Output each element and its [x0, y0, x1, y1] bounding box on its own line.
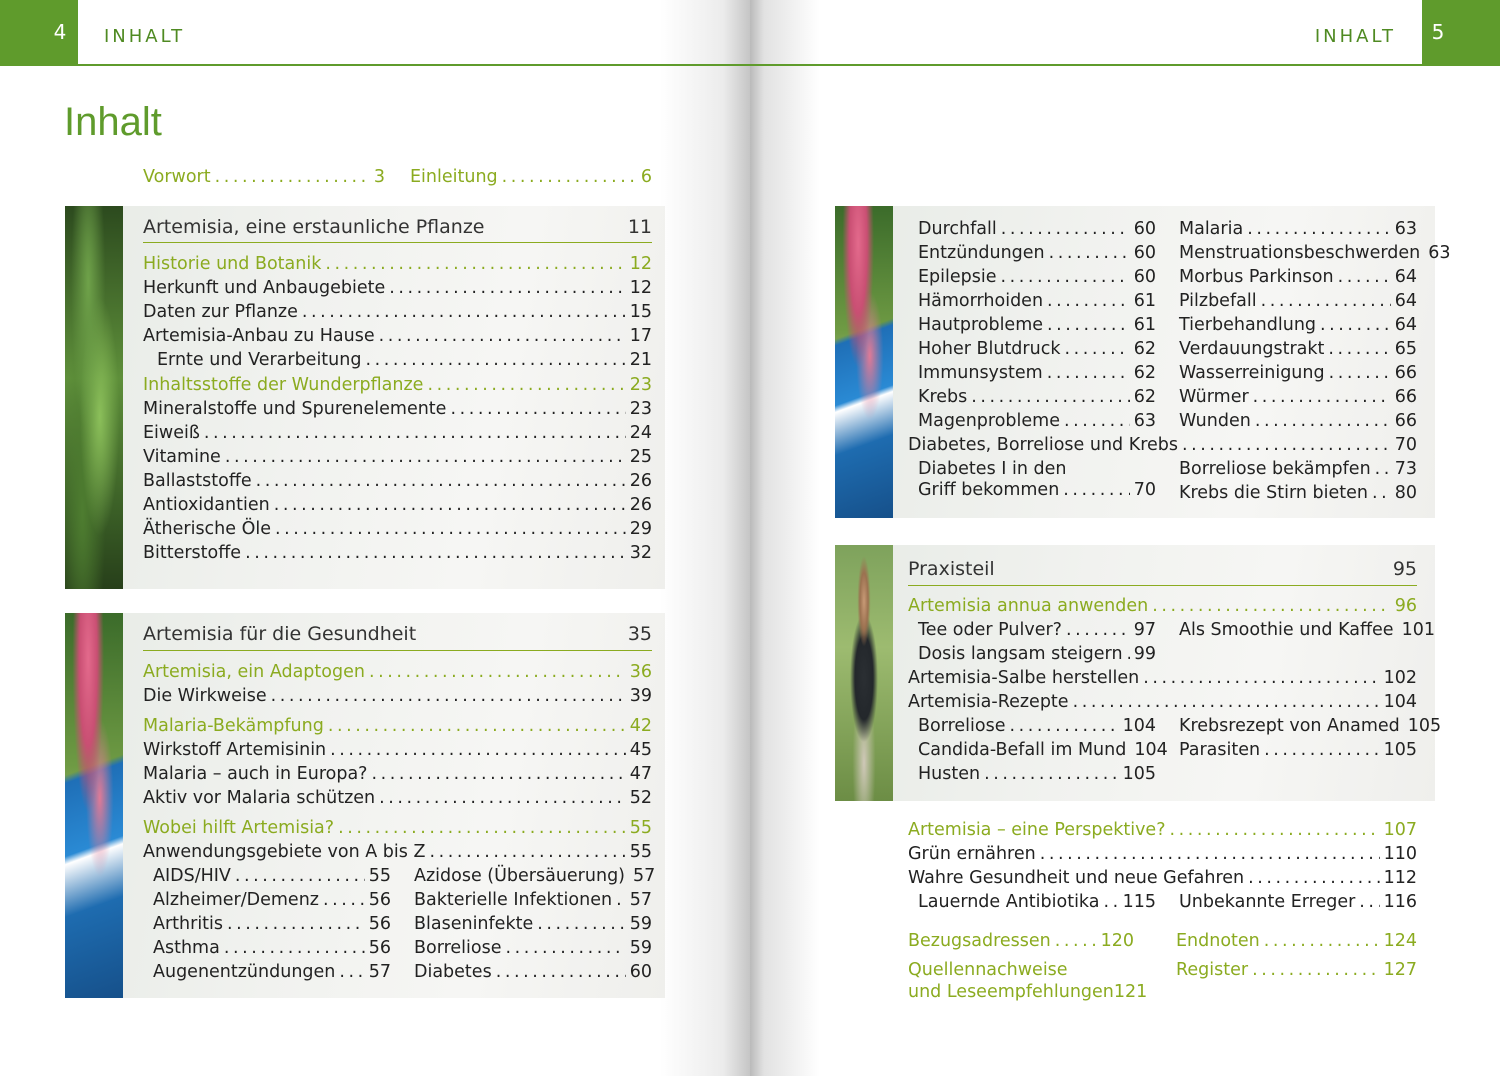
- leader-dots: [323, 888, 365, 912]
- leader-dots: [1252, 958, 1380, 982]
- toc-entry[interactable]: Hoher Blutdruck . . . 62: [918, 337, 1156, 361]
- toc-entry[interactable]: Historie und Botanik . . . 12: [143, 252, 652, 276]
- toc-entry[interactable]: Augenentzündungen . . . 57: [153, 960, 391, 984]
- leader-dots: [1047, 289, 1130, 313]
- leader-dots: [1040, 842, 1380, 866]
- leader-dots: [225, 445, 626, 469]
- rose-photo: [65, 613, 123, 998]
- toc-entry[interactable]: Lauernde Antibiotika . . . 115: [918, 890, 1156, 914]
- leader-dots: [1063, 478, 1129, 502]
- leader-dots: [1182, 433, 1391, 457]
- toc-entry[interactable]: Ernte und Verarbeitung . . . 21: [157, 348, 652, 372]
- toc-entry[interactable]: Wahre Gesundheit und neue Gefahren . . . 112: [908, 866, 1417, 890]
- leader-dots: [379, 324, 626, 348]
- leader-dots: [1372, 481, 1391, 505]
- toc-entry[interactable]: Artemisia – eine Perspektive? . . . 107: [908, 818, 1417, 842]
- toc-entry[interactable]: Herkunft und Anbaugebiete . . . 12: [143, 276, 652, 300]
- toc-entry[interactable]: Einleitung . . . 6: [410, 165, 652, 189]
- toc-entry[interactable]: Menstruationsbeschwerden 63: [1179, 243, 1451, 263]
- toc-entry[interactable]: Ballaststoffe . . . 26: [143, 469, 652, 493]
- section-heading[interactable]: Artemisia für die Gesundheit 35: [143, 623, 652, 645]
- toc-entry[interactable]: Hämorrhoiden . . . 61: [918, 289, 1156, 313]
- leader-dots: [275, 517, 626, 541]
- leader-dots: [330, 738, 626, 762]
- toc-entry[interactable]: Ätherische Öle . . . 29: [143, 517, 652, 541]
- toc-entry[interactable]: Arthritis . . . 56: [153, 912, 391, 936]
- leader-dots: [1375, 457, 1391, 481]
- leader-dots: [984, 762, 1119, 786]
- leader-dots: [1255, 409, 1391, 433]
- leader-dots: [1328, 337, 1390, 361]
- toc-entry[interactable]: Grün ernähren . . . 110: [908, 842, 1417, 866]
- toc-entry[interactable]: Blaseninfekte . . . 59: [414, 912, 652, 936]
- toc-entry[interactable]: Als Smoothie und Kaffee 101: [1179, 620, 1435, 640]
- leader-dots: [616, 888, 626, 912]
- toc-entry[interactable]: Tee oder Pulver? . . . 97: [918, 618, 1156, 642]
- leader-dots: [1247, 217, 1391, 241]
- toc-entry[interactable]: Artemisia-Anbau zu Hause . . . 17: [143, 324, 652, 348]
- leader-dots: [1064, 337, 1129, 361]
- toc-entry[interactable]: Würmer . . . 66: [1179, 385, 1417, 409]
- toc-entry[interactable]: Bitterstoffe . . . 32: [143, 541, 652, 565]
- leader-dots: [450, 397, 625, 421]
- toc-entry[interactable]: Krebsrezept von Anamed 105: [1179, 716, 1442, 736]
- toc-entry[interactable]: Inhaltsstoffe der Wunderpflanze . . . 23: [143, 373, 652, 397]
- leader-dots: [369, 660, 626, 684]
- running-head: INHALT: [104, 26, 186, 47]
- toc-entry[interactable]: Immunsystem . . . 62: [918, 361, 1156, 385]
- leader-dots: [271, 684, 626, 708]
- leader-dots: [365, 348, 625, 372]
- toc-entry[interactable]: Borreliose . . . 104: [918, 714, 1156, 738]
- toc-entry[interactable]: Tierbehandlung . . . 64: [1179, 313, 1417, 337]
- toc-entry[interactable]: Diabetes . . . 60: [414, 960, 652, 984]
- leader-dots: [379, 786, 626, 810]
- toc-entry[interactable]: Entzündungen . . . 60: [918, 241, 1156, 265]
- toc-entry[interactable]: Vitamine . . . 25: [143, 445, 652, 469]
- leader-dots: [1264, 929, 1380, 953]
- leader-dots: [256, 469, 626, 493]
- leader-dots: [1104, 890, 1119, 914]
- toc-entry[interactable]: Parasiten . . . 105: [1179, 738, 1417, 762]
- page-number: 5: [1431, 20, 1445, 44]
- toc-entry[interactable]: Eiweiß . . . 24: [143, 421, 652, 445]
- toc-entry[interactable]: Malaria . . . 63: [1179, 217, 1417, 241]
- toc-text: Quellennachweise: [908, 960, 1068, 980]
- leader-dots: [1359, 890, 1379, 914]
- leader-dots: [1010, 714, 1119, 738]
- toc-entry[interactable]: Krebs . . . 62: [918, 385, 1156, 409]
- leader-dots: [1143, 666, 1379, 690]
- toc-entry[interactable]: Hautprobleme . . . 61: [918, 313, 1156, 337]
- rose-photo: [835, 206, 893, 518]
- leader-dots: [1047, 313, 1130, 337]
- page-title: Inhalt: [64, 100, 162, 144]
- toc-entry[interactable]: Artemisia, ein Adaptogen . . . 36: [143, 660, 652, 684]
- page-number-badge: [0, 0, 78, 64]
- leader-dots: [235, 864, 365, 888]
- gutter-shadow: [660, 0, 750, 1076]
- section-heading[interactable]: Praxisteil 95: [908, 558, 1417, 580]
- toc-entry[interactable]: Daten zur Pflanze . . . 15: [143, 300, 652, 324]
- leader-dots: [1001, 217, 1130, 241]
- fern-photo: [65, 206, 123, 589]
- toc-entry[interactable]: Asthma . . . 56: [153, 936, 391, 960]
- leader-dots: [1169, 818, 1379, 842]
- toc-entry[interactable]: Vorwort . . . 3: [143, 165, 385, 189]
- toc-entry[interactable]: Bakterielle Infektionen . . . 57: [414, 888, 652, 912]
- leader-dots: [204, 421, 626, 445]
- leader-dots: [1049, 241, 1130, 265]
- section-rule: [143, 650, 652, 651]
- toc-entry[interactable]: Husten . . . 105: [918, 762, 1156, 786]
- leader-dots: [328, 714, 626, 738]
- leader-dots: [224, 936, 365, 960]
- leader-dots: [1253, 385, 1391, 409]
- toc-entry[interactable]: Aktiv vor Malaria schützen . . . 52: [143, 786, 652, 810]
- toc-entry[interactable]: Griff bekommen . . . 70: [918, 478, 1156, 502]
- page-number-badge: [1422, 0, 1500, 64]
- leader-dots: [1127, 642, 1130, 666]
- toc-entry[interactable]: Mineralstoffe und Spurenelemente . . . 23: [143, 397, 652, 421]
- leader-dots: [1261, 289, 1391, 313]
- page-number: 4: [53, 20, 67, 44]
- leader-dots: [1264, 738, 1379, 762]
- man-photo: [835, 545, 893, 801]
- section-rule: [143, 242, 652, 243]
- leader-dots: [429, 840, 625, 864]
- toc-entry[interactable]: Artemisia-Rezepte . . . 104: [908, 690, 1417, 714]
- leader-dots: [1338, 265, 1391, 289]
- toc-entry[interactable]: Wirkstoff Artemisinin . . . 45: [143, 738, 652, 762]
- leader-dots: [496, 960, 626, 984]
- toc-entry[interactable]: Artemisia annua anwenden . . . 96: [908, 594, 1417, 618]
- leader-dots: [1001, 265, 1130, 289]
- toc-entry[interactable]: Morbus Parkinson . . . 64: [1179, 265, 1417, 289]
- toc-entry[interactable]: Durchfall . . . 60: [918, 217, 1156, 241]
- toc-entry[interactable]: Malaria-Bekämpfung . . . 42: [143, 714, 652, 738]
- toc-entry[interactable]: Pilzbefall . . . 64: [1179, 289, 1417, 313]
- toc-entry[interactable]: Krebs die Stirn bieten . . . 80: [1179, 481, 1417, 505]
- running-head: INHALT: [1314, 26, 1396, 47]
- leader-dots: [1066, 618, 1130, 642]
- leader-dots: [1055, 929, 1097, 953]
- toc-entry[interactable]: Diabetes, Borreliose und Krebs . . . 70: [908, 433, 1417, 457]
- leader-dots: [302, 300, 626, 324]
- toc-entry[interactable]: Bezugsadressen . . . 120: [908, 929, 1134, 953]
- leader-dots: [325, 252, 625, 276]
- leader-dots: [427, 373, 625, 397]
- toc-entry[interactable]: Malaria – auch in Europa? . . . 47: [143, 762, 652, 786]
- leader-dots: [1073, 690, 1380, 714]
- toc-entry[interactable]: Antioxidantien . . . 26: [143, 493, 652, 517]
- leader-dots: [537, 912, 626, 936]
- leader-dots: [274, 493, 626, 517]
- leader-dots: [1248, 866, 1379, 890]
- toc-entry[interactable]: AIDS/HIV . . . 55: [153, 864, 391, 888]
- toc-entry[interactable]: Verdauungstrakt . . . 65: [1179, 337, 1417, 361]
- leader-dots: [971, 385, 1129, 409]
- leader-dots: [1320, 313, 1391, 337]
- toc-entry[interactable]: Endnoten . . . 124: [1176, 929, 1417, 953]
- leader-dots: [1152, 594, 1391, 618]
- section-heading[interactable]: Artemisia, eine erstaunliche Pflanze 11: [143, 216, 652, 238]
- toc-entry[interactable]: Wunden . . . 66: [1179, 409, 1417, 433]
- leader-dots: [339, 960, 364, 984]
- section-rule: [908, 585, 1417, 586]
- leader-dots: [227, 912, 365, 936]
- right-page: [750, 0, 1500, 1076]
- leader-dots: [371, 762, 625, 786]
- gutter-shadow: [750, 0, 820, 1076]
- leader-dots: [338, 816, 626, 840]
- leader-dots: [1329, 361, 1391, 385]
- toc-entry[interactable]: Epilepsie . . . 60: [918, 265, 1156, 289]
- toc-entry[interactable]: Azidose (Übersäuerung) 57: [414, 866, 656, 886]
- toc-entry[interactable]: Magenprobleme . . . 63: [918, 409, 1156, 433]
- leader-dots: [245, 541, 626, 565]
- toc-entry[interactable]: Anwendungsgebiete von A bis Z . . . 55: [143, 840, 652, 864]
- toc-text: Diabetes I in den: [918, 459, 1067, 479]
- leader-dots: [1047, 361, 1130, 385]
- toc-entry[interactable]: Dosis langsam steigern . . . 99: [918, 642, 1156, 666]
- toc-entry[interactable]: Candida-Befall im Mund 104: [918, 740, 1168, 760]
- toc-entry[interactable]: Wasserreinigung . . . 66: [1179, 361, 1417, 385]
- leader-dots: [389, 276, 625, 300]
- toc-entry[interactable]: Unbekannte Erreger . . . 116: [1179, 890, 1417, 914]
- toc-entry[interactable]: Alzheimer/Demenz . . . 56: [153, 888, 391, 912]
- toc-entry[interactable]: und Leseempfehlungen 121: [908, 982, 1148, 1002]
- leader-dots: [1064, 409, 1130, 433]
- toc-entry[interactable]: Artemisia-Salbe herstellen . . . 102: [908, 666, 1417, 690]
- toc-entry[interactable]: Borreliose . . . 59: [414, 936, 652, 960]
- leader-dots: [506, 936, 626, 960]
- toc-entry[interactable]: Borreliose bekämpfen . . . 73: [1179, 457, 1417, 481]
- toc-entry[interactable]: Register . . . 127: [1176, 958, 1417, 982]
- toc-entry[interactable]: Die Wirkweise . . . 39: [143, 684, 652, 708]
- toc-entry[interactable]: Wobei hilft Artemisia? . . . 55: [143, 816, 652, 840]
